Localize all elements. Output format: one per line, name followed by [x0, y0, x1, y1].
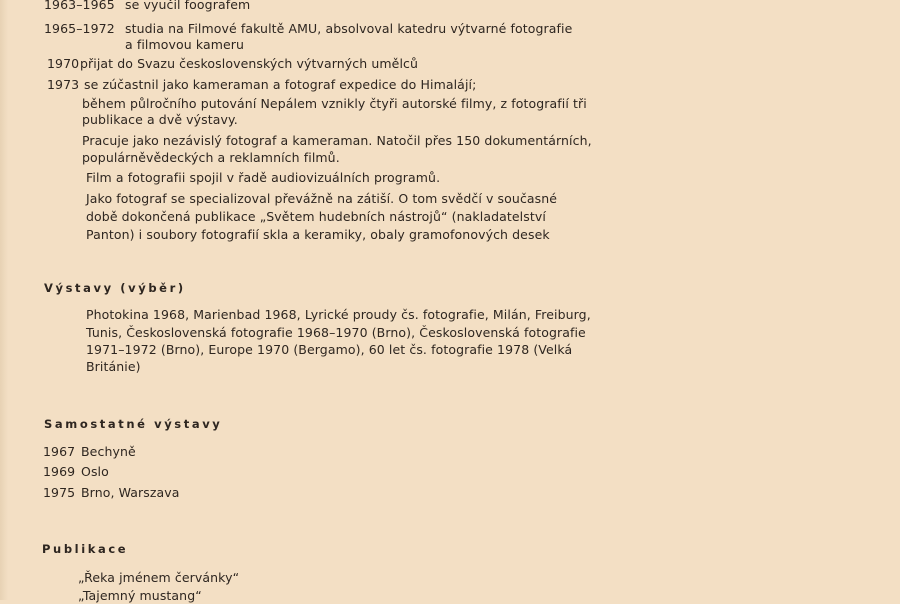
paragraph-line: Jako fotograf se specializoval převážně na zátiší. O tom svědčí v současné: [86, 191, 558, 206]
bio-text: se vyučil foografem: [125, 0, 251, 12]
solo-year: 1969: [43, 464, 76, 479]
bio-text: během půlročního putování Nepálem vznikly čtyři autorské filmy, z fotografií tři: [82, 96, 587, 111]
bio-text: přijat do Svazu československých výtvarných umělců: [80, 56, 419, 71]
bio-year: 1973: [47, 77, 80, 92]
paragraph-line: Panton) i soubory fotografií skla a keramiky, obaly gramofonových desek: [86, 227, 550, 242]
paragraph-line: době dokončená publikace „Světem hudebních nástrojů“ (nakladatelství: [86, 209, 546, 224]
bio-text: studia na Filmové fakultě AMU, absolvoval katedru výtvarné fotografie: [125, 21, 573, 36]
solo-year: 1967: [43, 444, 76, 459]
bio-year: 1963–1965: [44, 0, 115, 12]
exhibitions-line: 1971–1972 (Brno), Europe 1970 (Bergamo), 60 let čs. fotografie 1978 (Velká: [86, 342, 573, 357]
paper-edge: [0, 0, 8, 600]
bio-text: se zúčastnil jako kameraman a fotograf expedice do Himalájí;: [84, 77, 477, 92]
solo-exhibitions-heading: Samostatné výstavy: [44, 417, 223, 431]
bio-text: a filmovou kameru: [125, 37, 245, 52]
solo-place: Oslo: [81, 464, 109, 479]
exhibitions-line: Británie): [86, 359, 141, 374]
paragraph-line: populárněvědeckých a reklamních filmů.: [82, 150, 340, 165]
publication-item: „Tajemný mustang“: [78, 588, 202, 603]
solo-place: Brno, Warszava: [81, 485, 180, 500]
bio-year: 1970: [47, 56, 80, 71]
publications-heading: Publikace: [42, 542, 129, 556]
exhibitions-line: Tunis, Československá fotografie 1968–1970 (Brno), Československá fotografie: [86, 325, 586, 340]
exhibitions-heading: Výstavy (výběr): [44, 281, 186, 295]
paragraph-line: Pracuje jako nezávislý fotograf a kameraman. Natočil přes 150 dokumentárních,: [82, 133, 592, 148]
publication-item: „Řeka jménem červánky“: [78, 570, 240, 585]
exhibitions-line: Photokina 1968, Marienbad 1968, Lyrické proudy čs. fotografie, Milán, Freiburg,: [86, 307, 591, 322]
paragraph-line: Film a fotografii spojil v řadě audiovizuálních programů.: [86, 170, 441, 185]
solo-place: Bechyně: [81, 444, 136, 459]
bio-year: 1965–1972: [44, 21, 115, 36]
bio-text: publikace a dvě výstavy.: [82, 112, 238, 127]
solo-year: 1975: [43, 485, 76, 500]
